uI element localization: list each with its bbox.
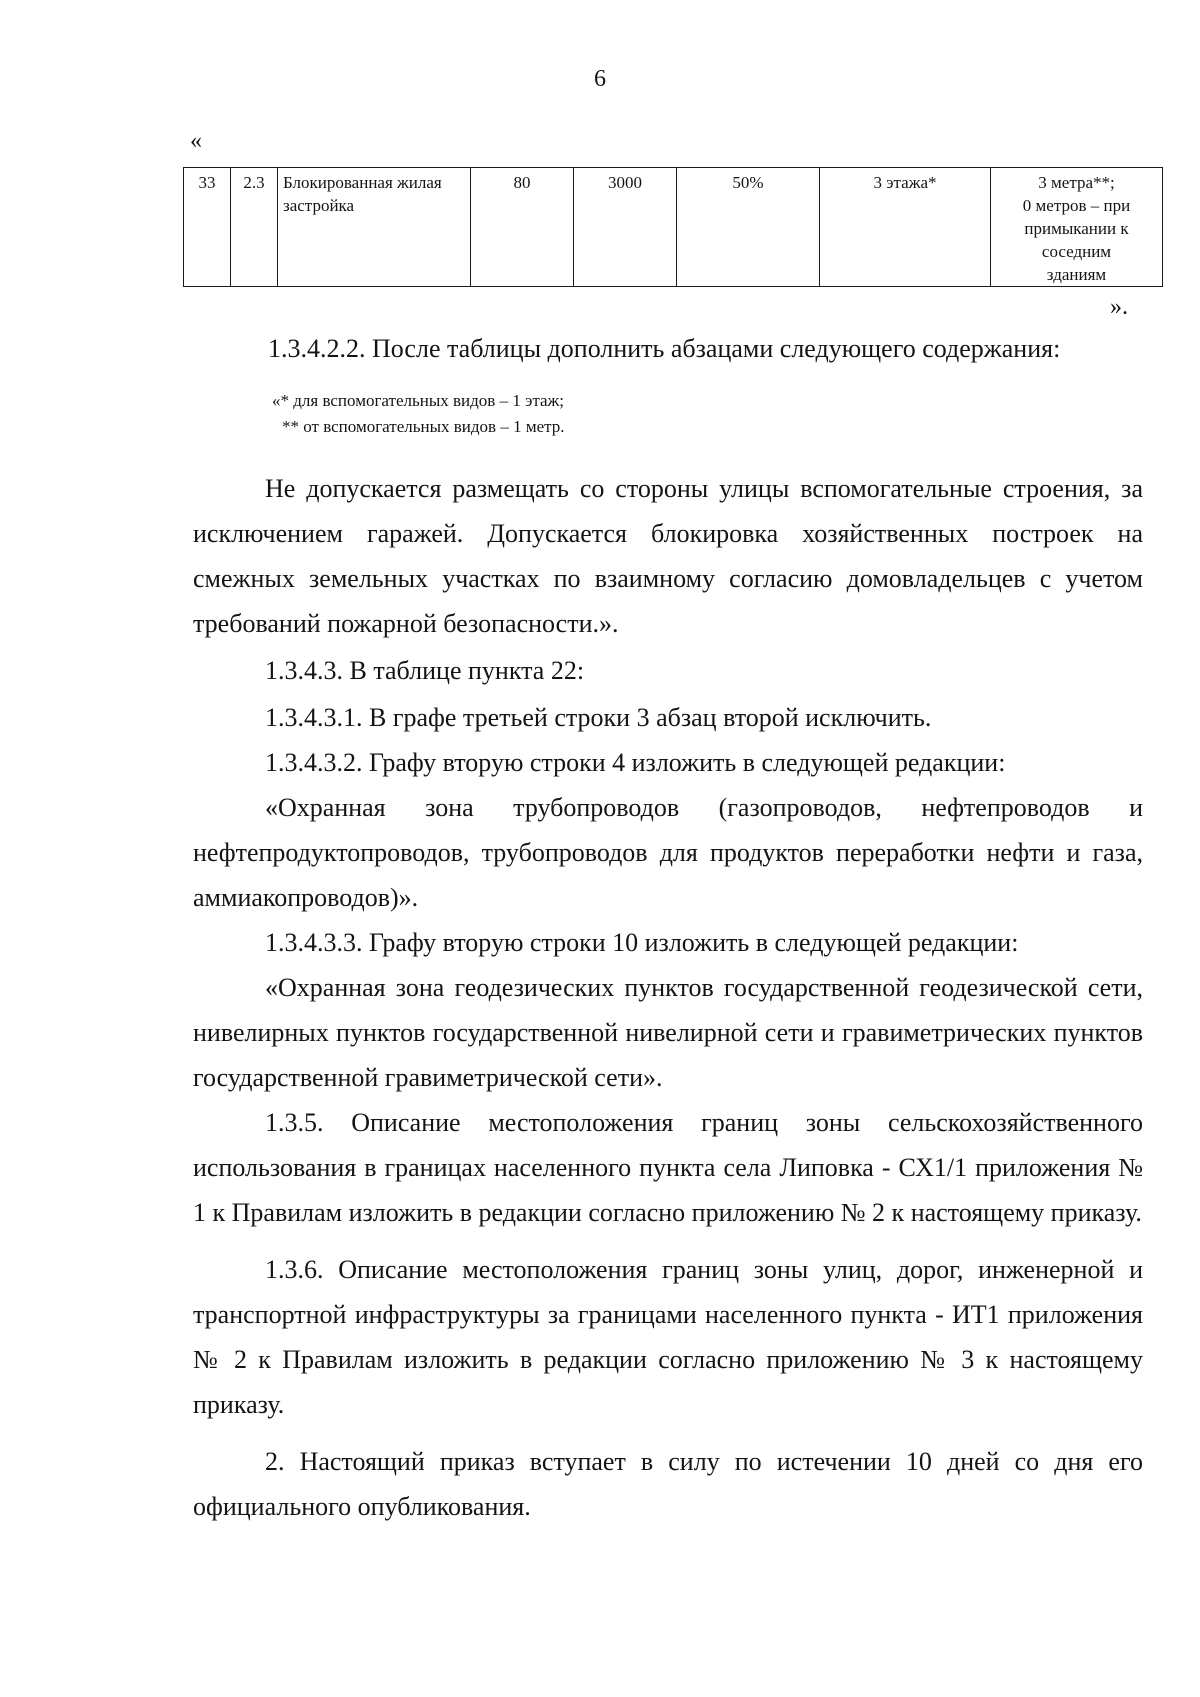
paragraph: 1.3.4.3.3. Графу вторую строки 10 изложить в следующей редакции: (265, 928, 1019, 957)
paragraph: Не допускается размещать со стороны улицы вспомогательные строения, за исключением гаражей. Допускается блокировка хозяйственных построек на смежных земельных участках по взаимному согласию домовладельцев с учетом требований пожарной безопасности.». (193, 474, 1143, 638)
table-open-quote: « (190, 128, 202, 154)
coverage-percent-cell: 50% (677, 168, 820, 287)
paragraph: 2. Настоящий приказ вступает в силу по истечении 10 дней со дня его официального опубликования. (193, 1447, 1143, 1521)
setback-line: 3 метра**; (1038, 173, 1115, 192)
table-close-quote: ». (1110, 294, 1128, 320)
paragraph: 1.3.4.3.1. В графе третьей строки 3 абзац второй исключить. (265, 703, 932, 732)
page-number: 6 (594, 66, 606, 92)
paragraph: 1.3.4.3.2. Графу вторую строки 4 изложить в следующей редакции: (265, 748, 1006, 777)
max-area-cell: 3000 (574, 168, 677, 287)
min-area-cell: 80 (471, 168, 574, 287)
setback-cell (991, 168, 1163, 287)
use-name-cell: Блокированная жилая застройка (278, 168, 471, 287)
table-row (184, 168, 1163, 287)
paragraph: «Охранная зона трубопроводов (газопроводов, нефтепроводов и нефтепродуктопроводов, трубопроводов для продуктов переработки нефти и газа, аммиакопроводов)». (193, 793, 1143, 912)
paragraph: 1.3.4.3. В таблице пункта 22: (265, 656, 585, 685)
document-body (193, 466, 1143, 1529)
zone-parameters-table (183, 167, 1163, 287)
paragraph: 1.3.6. Описание местоположения границ зоны улиц, дорог, инженерной и транспортной инфраструктуры за границами населенного пункта - ИТ1 приложения № 2 к Правилам изложить в редакции согласно приложению № 3 к настоящему приказу. (193, 1255, 1143, 1419)
row-number-cell: 33 (184, 168, 231, 287)
footnote: ** от вспомогательных видов – 1 метр. (282, 417, 565, 436)
footnotes (272, 388, 565, 440)
amendment-heading: 1.3.4.2.2. После таблицы дополнить абзацами следующего содержания: (268, 334, 1061, 363)
floors-cell: 3 этажа* (820, 168, 991, 287)
paragraph: 1.3.5. Описание местоположения границ зоны сельскохозяйственного использования в границах населенного пункта села Липовка - СХ1/1 приложения № 1 к Правилам изложить в редакции согласно приложению № 2 к настоящему приказу. (193, 1108, 1143, 1227)
setback-line: соседним (1041, 242, 1112, 261)
setback-line: примыкании к (1024, 219, 1129, 238)
setback-line: 0 метров – при (1022, 196, 1131, 215)
footnote: «* для вспомогательных видов – 1 этаж; (272, 391, 565, 410)
setback-line: зданиям (1046, 265, 1107, 284)
use-code-cell: 2.3 (231, 168, 278, 287)
paragraph: «Охранная зона геодезических пунктов государственной геодезической сети, нивелирных пунктов государственной нивелирной сети и гравиметрических пунктов государственной гравиметрической сети». (193, 973, 1143, 1092)
